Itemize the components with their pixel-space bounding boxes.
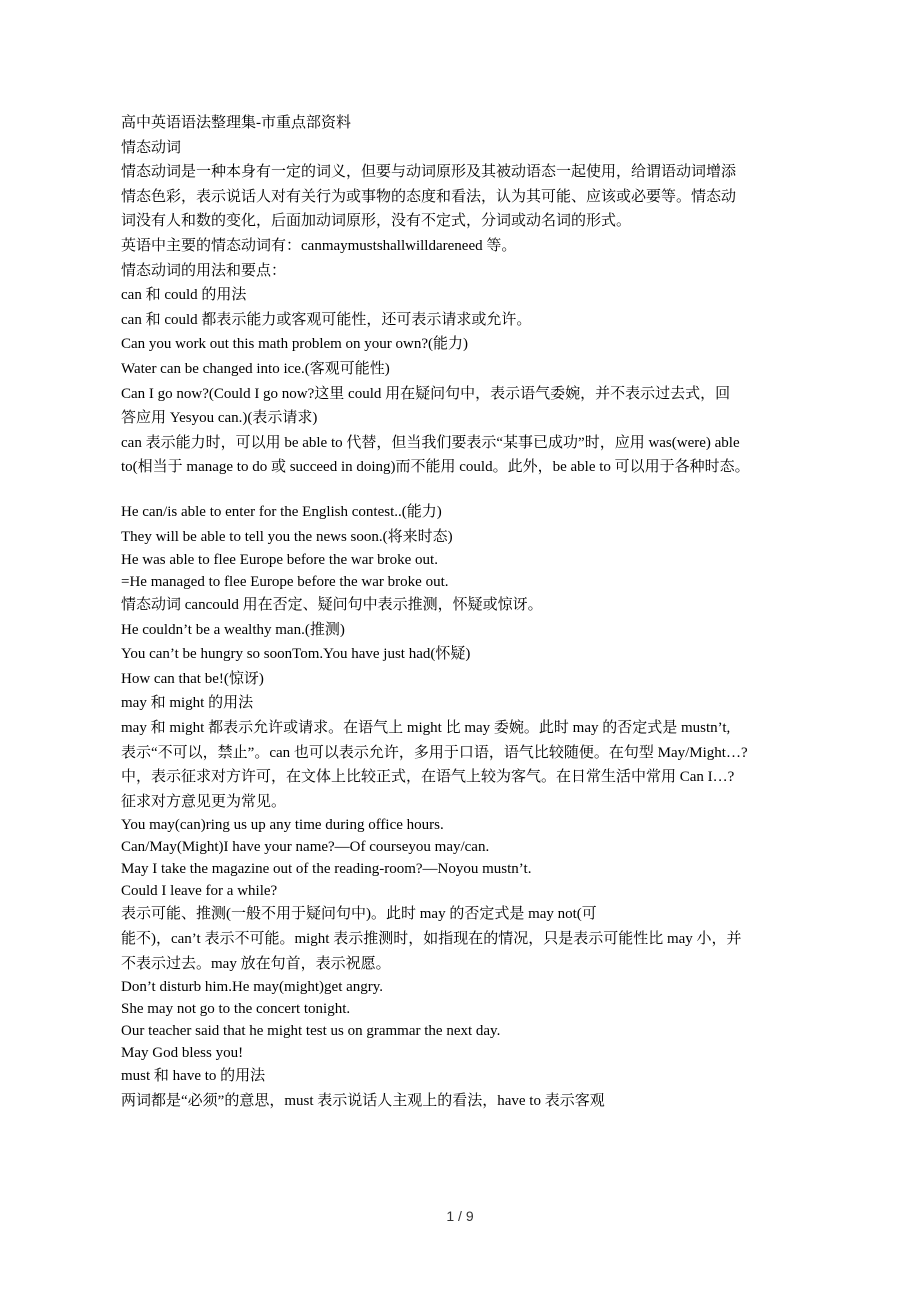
paragraph-line: 不表示过去。may 放在句首，表示祝愿。 bbox=[121, 955, 391, 972]
paragraph-line: 情态动词是一种本身有一定的词义，但要与动词原形及其被动语态一起使用，给谓语动词增添 bbox=[121, 164, 737, 181]
document-body bbox=[121, 111, 821, 1113]
section-heading: 情态动词 bbox=[121, 139, 182, 156]
subheading: must 和 have to 的用法 bbox=[121, 1068, 266, 1085]
document-title: 高中英语语法整理集-市重点部资料 bbox=[121, 115, 351, 131]
paragraph-line: can 表示能力时，可以用 be able to 代替，但当我们要表示“某事已成功”时，应用 was(were) able bbox=[121, 434, 740, 451]
paragraph-line: 情态动词 cancould 用在否定、疑问句中表示推测，怀疑或惊讶。 bbox=[121, 597, 543, 614]
paragraph-line: 情态色彩，表示说话人对有关行为或事物的态度和看法，认为其可能、应该或必要等。情态动 bbox=[121, 188, 737, 205]
example-sentence: He was able to flee Europe before the war broke out. bbox=[121, 552, 438, 569]
paragraph-line: 能不)，can’t 表示不可能。might 表示推测时，如指现在的情况，只是表示可能性比 may 小，并 bbox=[121, 931, 742, 948]
paragraph-line: 词没有人和数的变化，后面加动词原形，没有不定式，分词或动名词的形式。 bbox=[121, 213, 632, 230]
example-sentence: She may not go to the concert tonight. bbox=[121, 1001, 351, 1018]
example-sentence: You can’t be hungry so soonTom.You have just had(怀疑) bbox=[121, 646, 471, 663]
paragraph-line: 两词都是“必须”的意思，must 表示说话人主观上的看法，have to 表示客观 bbox=[121, 1092, 605, 1109]
blank-line bbox=[121, 480, 821, 500]
example-sentence: =He managed to flee Europe before the war broke out. bbox=[121, 574, 449, 591]
subheading: can 和 could 的用法 bbox=[121, 287, 247, 304]
example-sentence: You may(can)ring us up any time during office hours. bbox=[121, 817, 444, 834]
paragraph-line: 中，表示征求对方许可，在文体上比较正式，在语气上较为客气。在日常生活中常用 Can I…? bbox=[121, 769, 735, 786]
example-sentence: He can/is able to enter for the English contest..(能力) bbox=[121, 503, 442, 520]
example-sentence: Water can be changed into ice.(客观可能性) bbox=[121, 360, 390, 377]
example-sentence: How can that be!(惊讶) bbox=[121, 670, 264, 687]
example-sentence: Don’t disturb him.He may(might)get angry. bbox=[121, 979, 384, 996]
example-sentence: Can you work out this math problem on your own?(能力) bbox=[121, 336, 469, 353]
paragraph-line: Can I go now?(Could I go now?这里 could 用在疑问句中，表示语气委婉，并不表示过去式，回 bbox=[121, 385, 731, 402]
example-sentence: May I take the magazine out of the reading-room?—Noyou mustn’t. bbox=[121, 861, 532, 878]
paragraph-line: 答应用 Yesyou can.)(表示请求) bbox=[121, 410, 318, 427]
example-sentence: Can/May(Might)I have your name?—Of courseyou may/can. bbox=[121, 839, 490, 856]
example-sentence: They will be able to tell you the news soon.(将来时态) bbox=[121, 528, 453, 545]
paragraph-line: 征求对方意见更为常见。 bbox=[121, 793, 287, 810]
paragraph-line: 表示可能、推测(一般不用于疑问句中)。此时 may 的否定式是 may not(可 bbox=[121, 906, 597, 923]
paragraph-line: may 和 might 都表示允许或请求。在语气上 might 比 may 委婉。此时 may 的否定式是 mustn’t, bbox=[121, 720, 731, 737]
subheading: 情态动词的用法和要点： bbox=[121, 262, 287, 279]
paragraph-line: can 和 could 都表示能力或客观可能性，还可表示请求或允许。 bbox=[121, 311, 532, 328]
paragraph-line: 表示“不可以，禁止”。can 也可以表示允许，多用于口语，语气比较随便。在句型 May/Might…? bbox=[121, 744, 748, 761]
subheading: may 和 might 的用法 bbox=[121, 695, 254, 712]
page-number: 1 / 9 bbox=[446, 1208, 474, 1224]
paragraph-line: to(相当于 manage to do 或 succeed in doing)而不能用 could。此外，be able to 可以用于各种时态。 bbox=[121, 459, 750, 476]
example-sentence: He couldn’t be a wealthy man.(推测) bbox=[121, 621, 345, 638]
example-sentence: Could I leave for a while? bbox=[121, 883, 278, 900]
paragraph-line: 英语中主要的情态动词有：canmaymustshallwilldareneed 等。 bbox=[121, 237, 517, 254]
example-sentence: Our teacher said that he might test us on grammar the next day. bbox=[121, 1023, 501, 1040]
example-sentence: May God bless you! bbox=[121, 1045, 244, 1062]
